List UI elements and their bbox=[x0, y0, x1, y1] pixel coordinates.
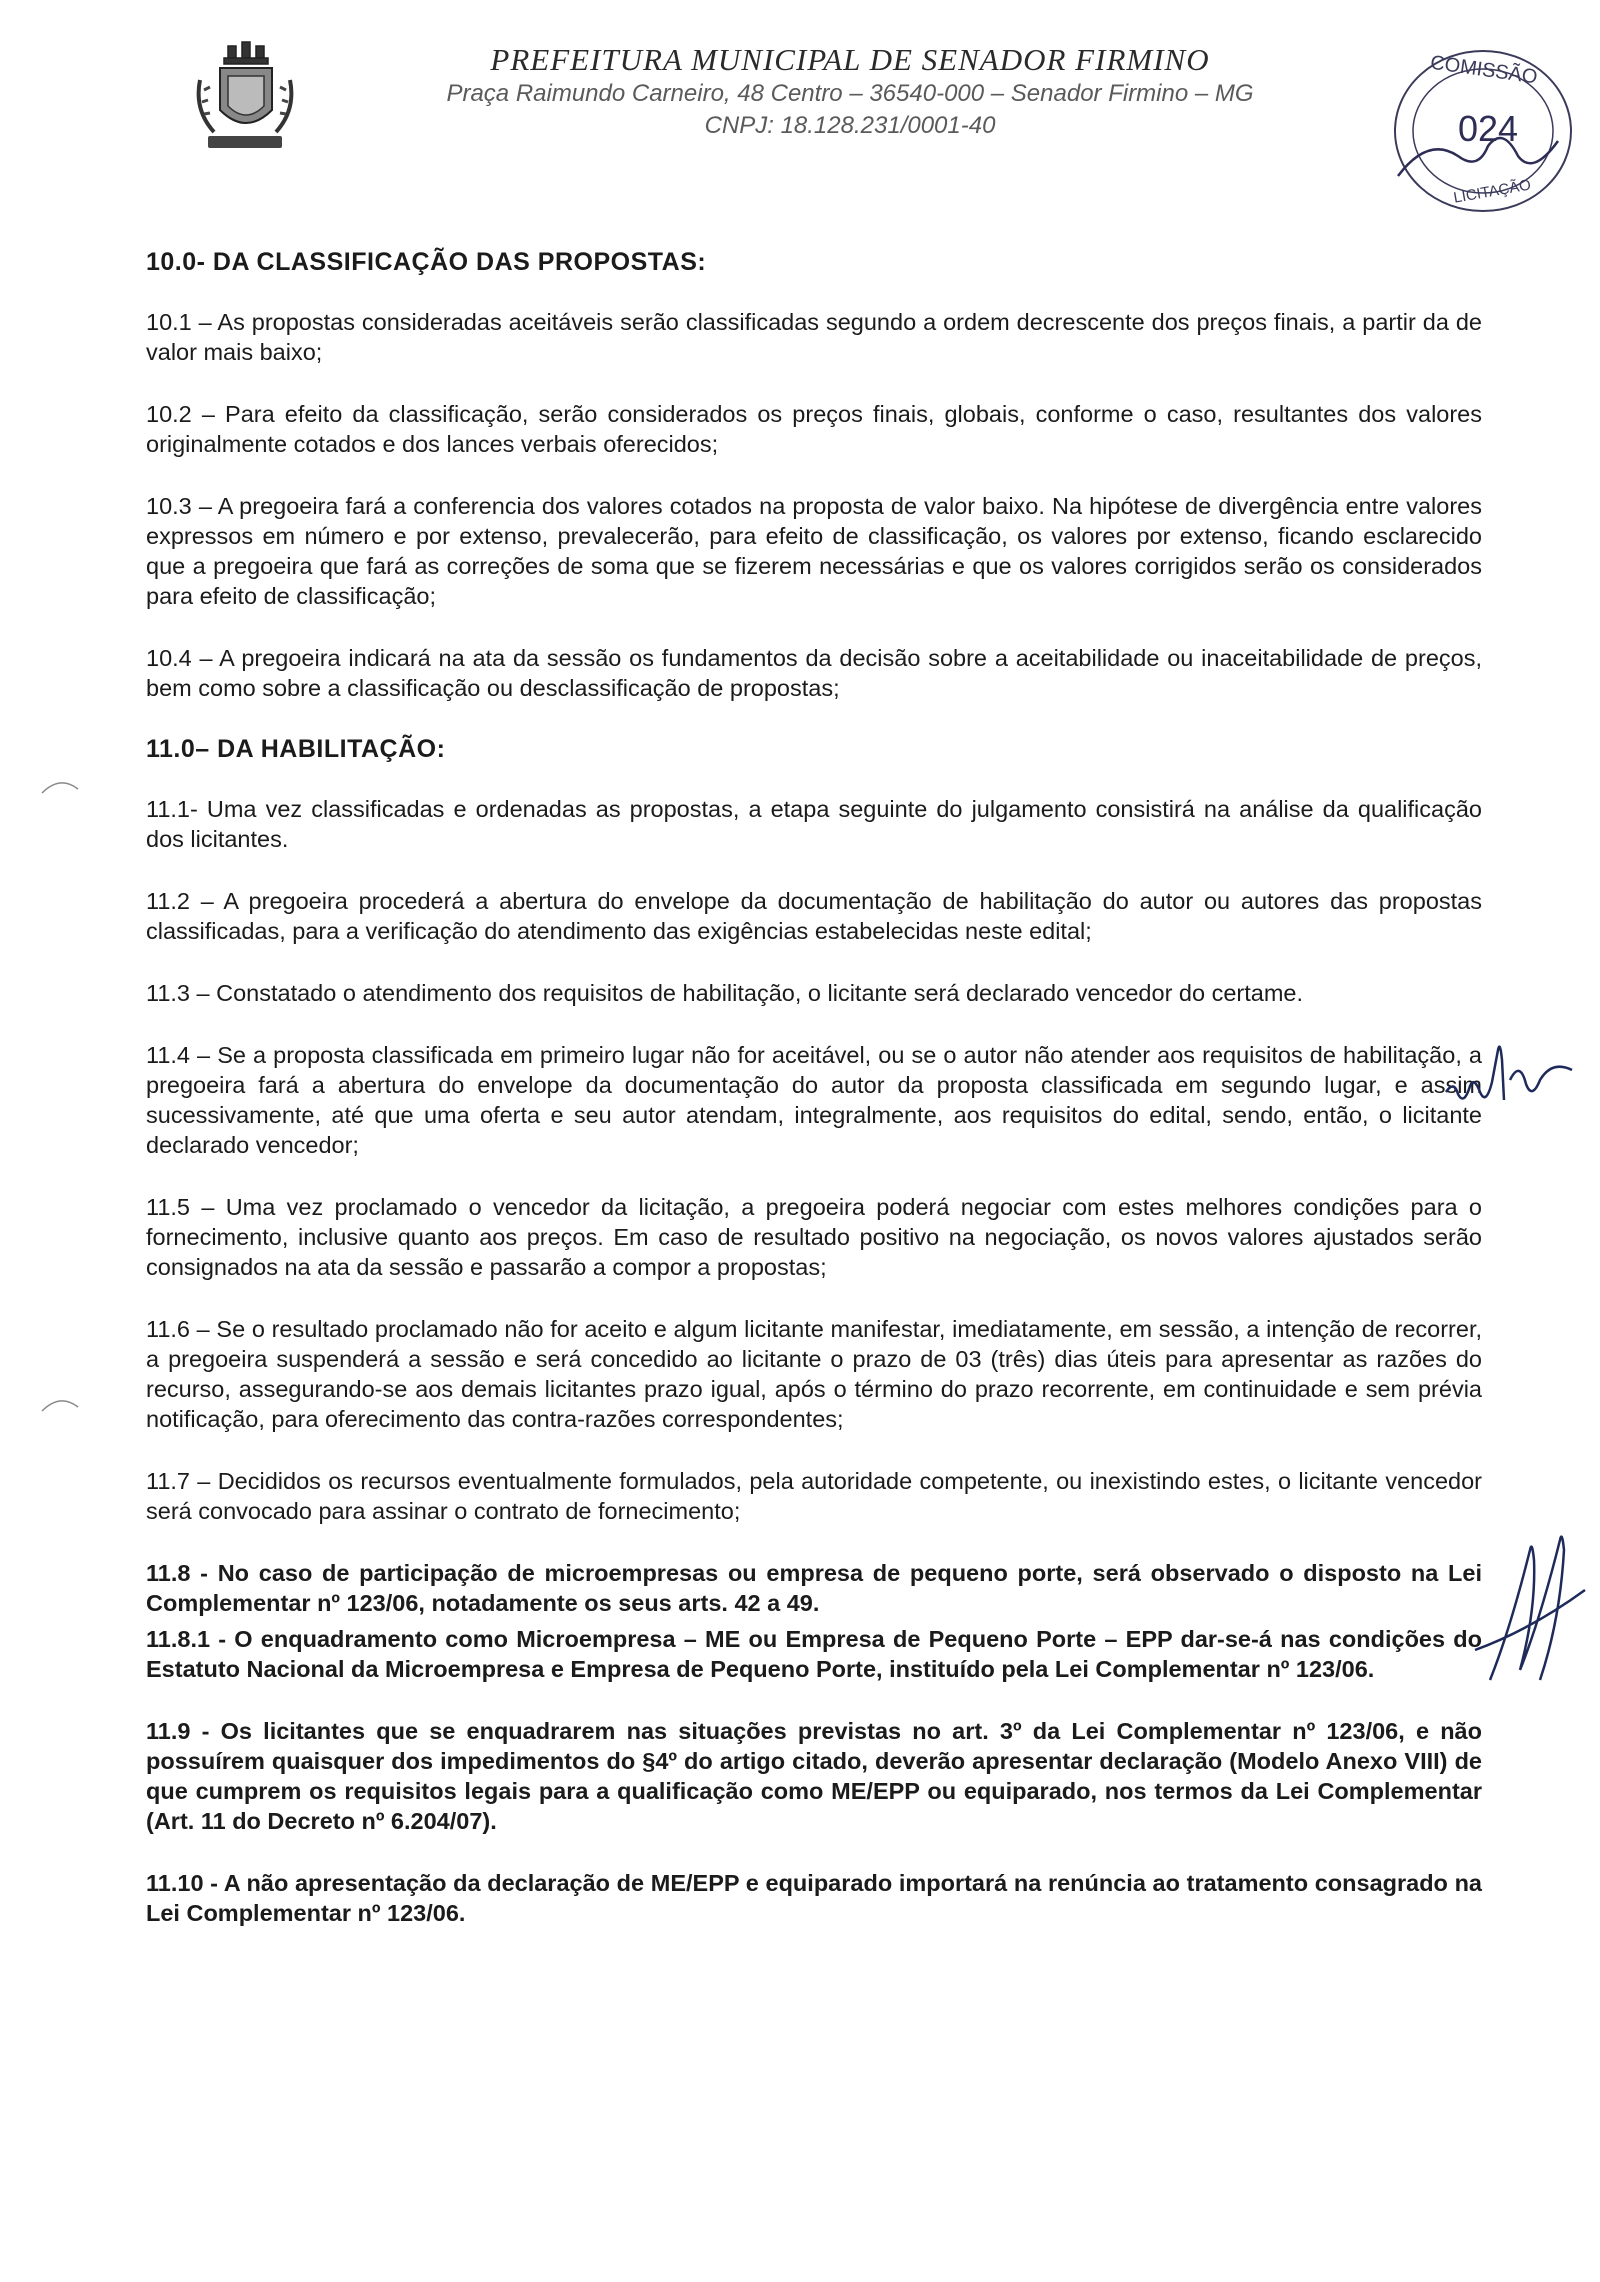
clause-11-8: 11.8 - No caso de participação de microempresas ou empresa de pequeno porte, será observado o disposto na Lei Complementar nº 123/06, notadamente os seus arts. 42 a 49. bbox=[146, 1560, 1482, 1616]
margin-punch-mark bbox=[40, 775, 80, 795]
clause-11-6: 11.6 – Se o resultado proclamado não for aceito e algum licitante manifestar, imediatamente, em sessão, a intenção de recorrer, a pregoeira suspenderá a sessão e será concedido ao licitante o prazo de 03 (três) dias úteis para apresentar as razões do recurso, assegurando-se aos demais licitantes prazo igual, após o término do prazo recorrente, em continuidade e sem prévia notificação, para oferecimento das contra-razões correspondentes; bbox=[146, 1316, 1482, 1432]
document-body bbox=[146, 248, 1482, 1960]
clause-11-9: 11.9 - Os licitantes que se enquadrarem nas situações previstas no art. 3º da Lei Complementar nº 123/06, e não possuírem quaisquer dos impedimentos do §4º do artigo citado, deverão apresentar declaração (Modelo Anexo VIII) de que cumprem os requisitos legais para a qualificação como ME/EPP ou equiparado, nos termos da Lei Complementar (Art. 11 do Decreto nº 6.204/07). bbox=[146, 1718, 1482, 1834]
address-line: Praça Raimundo Carneiro, 48 Centro – 36540-000 – Senador Firmino – MG bbox=[446, 80, 1254, 107]
clause-11-8-1: 11.8.1 - O enquadramento como Microempresa – ME ou Empresa de Pequeno Porte – EPP dar-se-á nas condições do Estatuto Nacional da Microempresa e Empresa de Pequeno Porte, instituído pela Lei Complementar nº 123/06. bbox=[146, 1626, 1482, 1682]
clause-10-3: 10.3 – A pregoeira fará a conferencia dos valores cotados na proposta de valor baixo. Na hipótese de divergência entre valores expressos em número e por extenso, prevalecerão, para efeito de classificação, os valores por extenso, ficando esclarecido que a pregoeira que fará as correções de soma que se fizerem necessárias e que os valores corrigidos serão os considerados para efeito de classificação; bbox=[146, 493, 1482, 609]
clause-11-3: 11.3 – Constatado o atendimento dos requisitos de habilitação, o licitante será declarado vencedor do certame. bbox=[146, 980, 1304, 1006]
clause-11-7: 11.7 – Decididos os recursos eventualmente formulados, pela autoridade competente, ou inexistindo estes, o licitante vencedor será convocado para assinar o contrato de fornecimento; bbox=[146, 1468, 1482, 1524]
clause-11-2: 11.2 – A pregoeira procederá a abertura do envelope da documentação de habilitação do autor ou autores das propostas classificadas, para a verificação do atendimento das exigências estabelecidas neste edital; bbox=[146, 888, 1482, 944]
section-11-heading: 11.0– DA HABILITAÇÃO: bbox=[146, 735, 446, 763]
handwritten-signature bbox=[1470, 1530, 1590, 1690]
handwritten-initials bbox=[1440, 1020, 1580, 1120]
clause-10-4: 10.4 – A pregoeira indicará na ata da sessão os fundamentos da decisão sobre a aceitabilidade ou inaceitabilidade de preços, bem como sobre a classificação ou desclassificação de propostas; bbox=[146, 645, 1482, 701]
municipality-title: PREFEITURA MUNICIPAL DE SENADOR FIRMINO bbox=[490, 42, 1210, 77]
clause-11-1: 11.1- Uma vez classificadas e ordenadas as propostas, a etapa seguinte do julgamento consistirá na análise da qualificação dos licitantes. bbox=[146, 796, 1482, 852]
municipal-crest-icon bbox=[190, 40, 300, 160]
stamp-number: 024 bbox=[1457, 108, 1519, 149]
margin-punch-mark bbox=[40, 1393, 80, 1413]
commission-stamp bbox=[1388, 46, 1578, 216]
clause-10-1: 10.1 – As propostas consideradas aceitáveis serão classificadas segundo a ordem decrescente dos preços finais, a partir da de valor mais baixo; bbox=[146, 309, 1482, 365]
stamp-bottom-text: LICITAÇÃO bbox=[1452, 176, 1533, 207]
stamp-top-text: COMISSÃO bbox=[1428, 51, 1539, 89]
clause-11-10: 11.10 - A não apresentação da declaração de ME/EPP e equiparado importará na renúncia ao tratamento consagrado na Lei Complementar nº 123/06. bbox=[146, 1870, 1482, 1926]
clause-11-5: 11.5 – Uma vez proclamado o vencedor da licitação, a pregoeira poderá negociar com estes melhores condições para o fornecimento, inclusive quanto aos preços. Em caso de resultado positivo na negociação, os novos valores ajustados serão consignados na ata da sessão e passarão a compor a propostas; bbox=[146, 1194, 1482, 1280]
clause-11-4: 11.4 – Se a proposta classificada em primeiro lugar não for aceitável, ou se o autor não atender aos requisitos de habilitação, a pregoeira fará a abertura do envelope da documentação do autor da proposta classificada em segundo lugar, e assim sucessivamente, até que uma oferta e seu autor atendam, integralmente, aos requisitos do edital, sendo, então, o licitante declarado vencedor; bbox=[146, 1042, 1482, 1158]
letterhead bbox=[190, 36, 1390, 186]
clause-10-2: 10.2 – Para efeito da classificação, serão considerados os preços finais, globais, conforme o caso, resultantes dos valores originalmente cotados e dos lances verbais oferecidos; bbox=[146, 401, 1482, 457]
section-10-heading: 10.0- DA CLASSIFICAÇÃO DAS PROPOSTAS: bbox=[146, 248, 707, 276]
cnpj-line: CNPJ: 18.128.231/0001-40 bbox=[704, 112, 996, 139]
